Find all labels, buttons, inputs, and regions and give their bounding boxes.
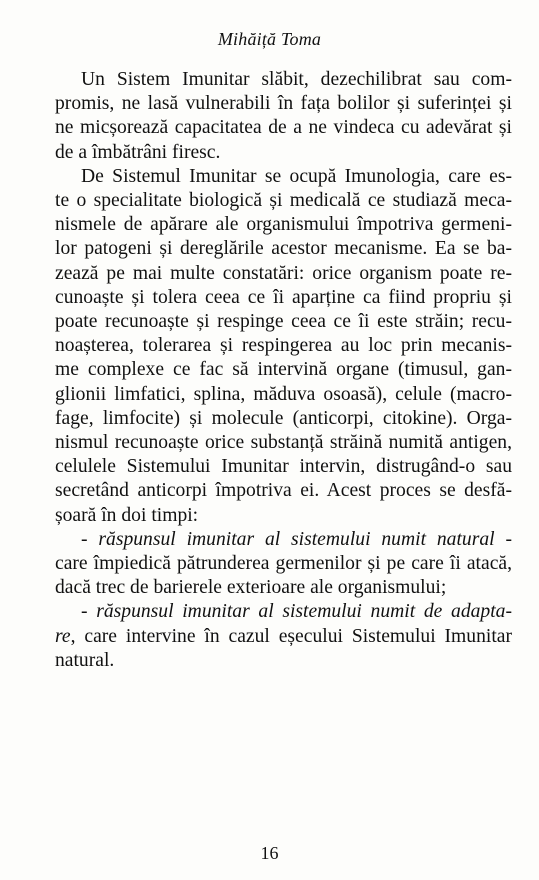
text-line: zează pe mai multe constatări: orice organism poate re- — [55, 262, 512, 284]
body-text — [55, 68, 512, 673]
list-dash: - — [81, 601, 97, 623]
text-line: De Sistemul Imunitar se ocupă Imunologia, care es- — [81, 165, 512, 187]
text-line: te o specialitate biologică și medicală ce studiază meca- — [55, 190, 512, 212]
text-line: cunoaște și tolera ceea ce îi aparține ca fiind propriu și — [55, 286, 512, 308]
text-line: Un Sistem Imunitar slăbit, dezechilibrat sau com- — [81, 69, 512, 90]
text-line: ne micșorează capacitatea de a ne vindeca cu adevărat și — [55, 117, 512, 139]
text-line: natural. — [55, 649, 115, 671]
list-item-2-tail: , care intervine în cazul eșecului Sistemului Imunitar — [70, 625, 512, 647]
text-line: de a îmbătrâni firesc. — [55, 141, 221, 163]
list-item-1-tail: - — [494, 528, 512, 550]
list-item-2-first-line — [55, 600, 512, 624]
text-line: care împiedică pătrunderea germenilor și pe care îi atacă, — [55, 553, 512, 575]
text-line: poate recunoaște și respinge ceea ce îi este străin; recu- — [55, 311, 512, 333]
list-dash: - — [81, 528, 99, 550]
page-number: 16 — [260, 843, 279, 863]
text-line: promis, ne lasă vulnerabili în fața bolilor și suferinței și — [55, 93, 512, 115]
text-line: lor patogeni și dereglările acestor mecanisme. Ea se ba- — [55, 238, 512, 260]
text-line: glionii limfatici, splina, măduva osoasă), celule (macro- — [55, 383, 512, 405]
list-item-1-first-line — [55, 528, 512, 552]
list-item-2-italic: răspunsul imunitar al sistemului numit de adapta- — [96, 601, 512, 623]
text-line: fage, limfocite) și molecule (anticorpi, citokine). Orga- — [55, 407, 512, 429]
list-item-2-italic-end: re — [55, 625, 71, 647]
text-line: șoară în doi timpi: — [55, 504, 199, 526]
text-line: me complexe ce fac să intervină organe (timusul, gan- — [55, 359, 512, 381]
text-line: nismele de apărare ale organismului împotriva germeni- — [55, 214, 512, 236]
text-line: nismul recunoaște orice substanță străină numită antigen, — [55, 432, 512, 454]
text-line: celulele Sistemului Imunitar intervin, distrugând-o sau — [55, 456, 512, 478]
text-line: secretând anticorpi împotriva ei. Acest proces se desfă- — [55, 480, 512, 502]
list-item-1-italic: răspunsul imunitar al sistemului numit natural — [98, 528, 495, 550]
running-header-author: Mihăiță Toma — [217, 29, 322, 49]
list-item-2-second-line — [55, 625, 512, 649]
text-line: noașterea, tolerarea și respingerea au loc prin mecanis- — [55, 335, 512, 357]
text-line: dacă trec de barierele exterioare ale organismului; — [55, 577, 447, 599]
